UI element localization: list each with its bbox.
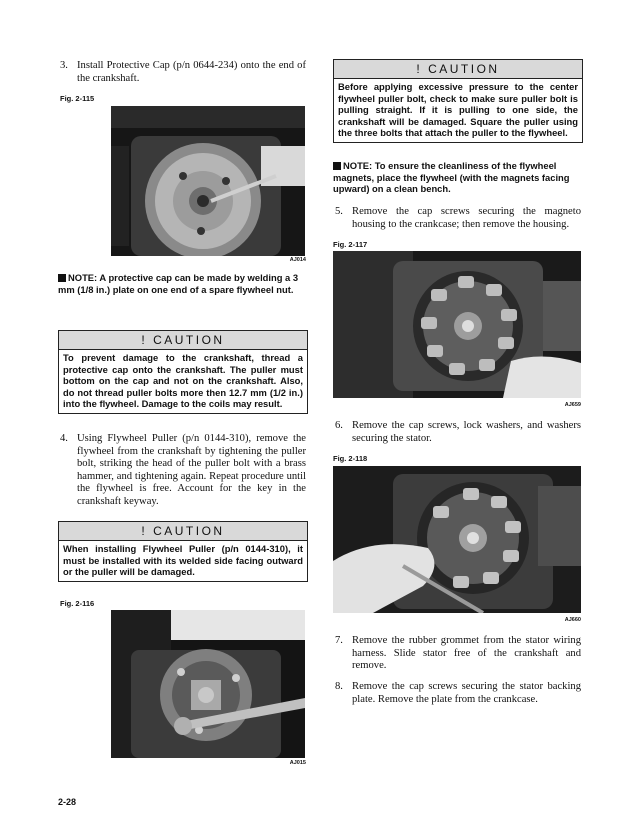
step-5: 5. Remove the cap screws securing the magneto housing to the crankcase; then remove the housing.	[335, 206, 581, 230]
figure-code-aj659: AJ659	[564, 402, 581, 408]
caution-box-crankshaft	[58, 330, 308, 414]
note-flywheel-magnets: NOTE: To ensure the cleanliness of the flywheel magnets, place the flywheel (with the magnets facing upward) on a clean bench.	[333, 160, 570, 194]
caution-heading: ! CAUTION	[59, 331, 307, 350]
figure-code-aj660: AJ660	[564, 617, 581, 623]
caution-box-puller	[58, 521, 308, 582]
caution-heading: ! CAUTION	[59, 522, 307, 541]
magneto-stator-photo-aj659	[333, 251, 581, 398]
step-3: 3. Install Protective Cap (p/n 0644-234) onto the end of the crankshaft.	[60, 60, 306, 84]
step-4: 4. Using Flywheel Puller (p/n 0144-310), remove the flywheel from the crankshaft by tightening the puller bolt, striking the head of the puller bolt with a brass hammer, and tightening again. Repeat procedure until the flywheel is free. Account for the key in the crankshaft keyway.	[60, 433, 306, 507]
figure-code-aj015: AJ015	[289, 760, 306, 766]
note-marker	[58, 274, 66, 282]
step-7: 7. Remove the rubber grommet from the stator wiring harness. Slide stator free of the crankshaft and remove.	[335, 635, 581, 671]
caution-box-puller-bolt	[333, 59, 583, 143]
caution-text: When installing Flywheel Puller (p/n 0144-310), it must be installed with its welded side facing outward or the puller will be damaged.	[63, 543, 303, 578]
caution-text: Before applying excessive pressure to the center flywheel puller bolt, check to make sure puller bolt is pulling straight. If it is pulling to one side, the crankshaft will be damaged. Square the puller using the three bolts that attach the puller to the flywheel.	[338, 81, 578, 139]
flywheel-puller-photo-aj015	[111, 610, 305, 758]
figure-label-2-115: Fig. 2-115	[60, 94, 95, 103]
flywheel-photo-aj014	[111, 106, 305, 256]
page-number: 2-28	[58, 797, 77, 807]
figure-label-2-118: Fig. 2-118	[333, 454, 368, 463]
step-8: 8. Remove the cap screws securing the stator backing plate. Remove the plate from the crankcase.	[335, 681, 581, 705]
stator-removal-photo-aj660	[333, 466, 581, 613]
figure-label-2-116: Fig. 2-116	[60, 599, 95, 608]
figure-label-2-117: Fig. 2-117	[333, 240, 368, 249]
figure-code-aj014: AJ014	[289, 257, 306, 263]
note-marker	[333, 162, 341, 170]
step-6: 6. Remove the cap screws, lock washers, and washers securing the stator.	[335, 420, 581, 444]
caution-heading: ! CAUTION	[334, 60, 582, 79]
note-protective-cap: NOTE: A protective cap can be made by welding a 3 mm (1/8 in.) plate on one end of a spare flywheel nut.	[58, 272, 299, 295]
caution-text: To prevent damage to the crankshaft, thread a protective cap onto the crankshaft. The puller must bottom on the cap and not on the crankshaft. Also, do not thread puller bolts more then 12.7 mm (1/2 in.) into the flywheel. Damage to the coils may result.	[63, 352, 303, 410]
